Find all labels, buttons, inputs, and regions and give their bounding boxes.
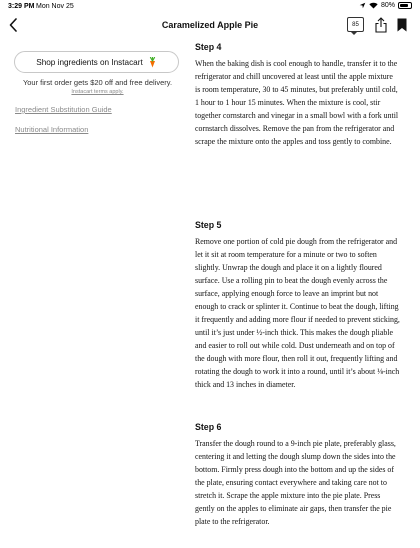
share-button[interactable] — [374, 17, 388, 33]
back-button[interactable] — [6, 16, 20, 34]
comments-button[interactable] — [347, 17, 364, 32]
carrot-icon — [148, 57, 157, 68]
battery-fill — [400, 4, 408, 7]
battery-percent: 80% — [380, 2, 395, 9]
status-date: Mon Nov 25 — [36, 3, 74, 10]
substitution-guide-link[interactable]: Ingredient Substitution Guide — [15, 105, 112, 114]
status-indicators — [359, 2, 412, 9]
battery-icon — [398, 2, 412, 9]
step-text: When the baking dish is cool enough to handle, transfer it to the refrigerator and chill uncovered at least until the apple mixture is room temperature, 30 to 45 minutes, but preferably until cold, 1 hour to 1 hour 15 minutes. When the mixture is cool, stir together cornstarch and vinegar in a small bowl with a fork until cornstarch dissolves. Remove the pan from the refrigerator and scrape the mixture onto the apples and toss gently to combine. — [195, 59, 399, 146]
comment-bubble-icon — [347, 17, 364, 32]
nutritional-info-link[interactable]: Nutritional Information — [15, 125, 89, 134]
step-title: Step 4 — [195, 42, 222, 52]
nav-bar — [0, 14, 420, 38]
comment-count: 85 — [352, 21, 359, 28]
back-chevron-icon — [9, 18, 17, 32]
instacart-terms-link[interactable]: Instacart terms apply. — [71, 89, 124, 95]
step-title: Step 5 — [195, 220, 222, 230]
bookmark-icon — [397, 18, 407, 32]
share-icon — [374, 17, 388, 33]
status-time: 3:29 PM — [8, 3, 35, 10]
instacart-button-label: Shop ingredients on Instacart — [36, 57, 143, 67]
comment-bubble-tail — [351, 32, 357, 35]
instacart-promo: Your first order gets $20 off and free delivery. — [22, 78, 173, 87]
bookmark-button[interactable] — [397, 18, 407, 32]
wifi-icon — [369, 2, 378, 9]
page-title: Caramelized Apple Pie — [161, 20, 259, 30]
step-text: Transfer the dough round to a 9-inch pie plate, preferably glass, centering it and letting the dough slump down the sides into the bottom. Firmly press dough into the bottom and up the sides of the plate, ensuring contact everywhere and taking care not to stretch it. Scrape the apple mixture into the pie plate. Press gently on the apples to eliminate air gaps, then transfer the pie plate to the refrigerator. — [195, 439, 396, 526]
step-title: Step 6 — [195, 422, 222, 432]
step-text: Remove one portion of cold pie dough from the refrigerator and let it sit at room temperature for a minute or two to soften slightly. Unwrap the dough and place it on a lightly floured surface. Use a rolling pin to beat the dough evenly across the surface, applying enough force to leave an imprint but not enough to crack or splinter it. Continue to beat the dough, lifting it frequently and adding more flour if needed to prevent sticking, until it’s just under ½-inch thick. This makes the dough pliable and easier to roll out while cold. Dust underneath and on top of the dough with more flour, then roll it out, frequently lifting and rotating the dough to work it into a round, until it’s about ⅛-inch thick and 13 inches in diameter. — [195, 237, 400, 389]
instacart-button[interactable] — [14, 51, 179, 73]
location-icon — [359, 2, 366, 9]
status-bar — [0, 0, 420, 14]
